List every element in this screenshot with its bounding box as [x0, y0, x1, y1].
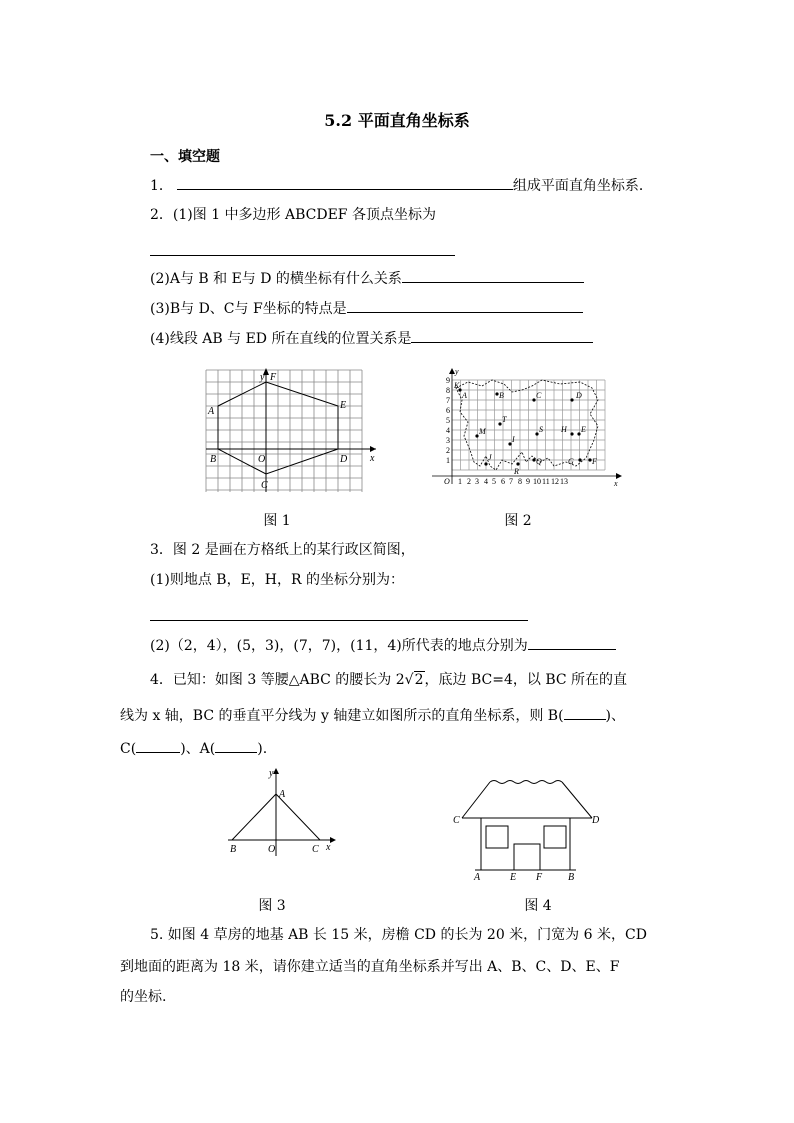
q4-sqrt-arg: 2 — [414, 672, 424, 688]
fig1-label-F: F — [270, 372, 277, 383]
fig2-xtick-10: 10 — [533, 477, 541, 486]
fig2-point-B: B — [499, 391, 504, 400]
q2-line-4 — [150, 328, 593, 349]
fig2-point-H: H — [561, 425, 567, 434]
q2-line-2-text: (2)A与 B 和 E与 D 的横坐标有什么关系 — [150, 271, 402, 287]
fig2-ytick-1: 1 — [446, 456, 450, 465]
fig1-caption: 图 1 — [263, 513, 291, 529]
figure-1 — [200, 366, 386, 496]
q4-a-blank[interactable] — [215, 738, 257, 753]
fig2-xtick-1: 1 — [458, 477, 462, 486]
fig2-ytick-3: 3 — [446, 436, 450, 445]
section-heading: 一、填空题 — [150, 149, 220, 165]
fig2-ytick-4: 4 — [446, 426, 450, 435]
fig2-xtick-9: 9 — [526, 477, 530, 486]
fig2-xtick-2: 2 — [467, 477, 471, 486]
fig2-point-E: E — [581, 425, 586, 434]
fig2-xtick-4: 4 — [484, 477, 488, 486]
fig2-point-J: J — [488, 453, 492, 462]
fig2-ytick-2: 2 — [446, 446, 450, 455]
q5-line-1: 5. 如图 4 草房的地基 AB 长 15 米，房檐 CD 的长为 20 米，门宽为 6 米，CD — [150, 927, 647, 943]
fig2-origin: O — [444, 477, 450, 486]
q4-line-3 — [120, 738, 267, 759]
fig4-label-C: C — [453, 815, 460, 826]
q2-blank-4[interactable] — [411, 328, 593, 343]
fig4-label-F: F — [536, 872, 543, 883]
q4-c-close: )、 — [180, 741, 200, 757]
fig2-point-I: I — [512, 435, 515, 444]
q5-line-2: 到地面的距离为 18 米，请你建立适当的直角坐标系并写出 A、B、C、D、E、F — [120, 959, 620, 975]
fig3-label-C: C — [312, 844, 319, 855]
figure-4 — [450, 772, 606, 884]
fig2-ytick-8: 8 — [446, 386, 450, 395]
fig2-ytick-6: 6 — [446, 406, 450, 415]
q2-line-4-text: (4)线段 AB 与 ED 所在直线的位置关系是 — [150, 331, 412, 347]
q4-part-1: 4．已知：如图 3 等腰△ABC 的腰长为 2 — [150, 672, 405, 688]
q3-line-2: (1)则地点 B，E，H，R 的坐标分别为： — [150, 572, 404, 588]
fig2-point-A: A — [462, 391, 467, 400]
fig2-caption: 图 2 — [504, 513, 532, 529]
fig1-label-O: O — [258, 454, 266, 465]
fig2-xtick-3: 3 — [475, 477, 479, 486]
fig2-xtick-11: 11 — [542, 477, 550, 486]
q2-line-3 — [150, 298, 583, 319]
fig3-label-O: O — [268, 844, 276, 855]
fig1-label-A: A — [208, 406, 215, 417]
q2-blank-2[interactable] — [402, 268, 584, 283]
fig2-point-C: C — [536, 391, 542, 400]
fig2-x-axis: x — [614, 479, 618, 488]
fig2-y-axis: y — [455, 367, 459, 376]
fig1-label-E: E — [340, 400, 347, 411]
q2-line-3-text: (3)B与 D、C与 F坐标的特点是 — [150, 301, 347, 317]
fig2-point-M: M — [479, 427, 486, 436]
fig2-point-G: G — [568, 457, 574, 466]
fig2-xtick-8: 8 — [518, 477, 522, 486]
fig1-label-B: B — [210, 454, 217, 465]
fig4-label-A: A — [474, 872, 481, 883]
q1-blank[interactable] — [177, 175, 513, 190]
q5-line-3: 的坐标. — [120, 989, 167, 1005]
fig4-label-D: D — [592, 815, 600, 826]
q3-blank-1[interactable] — [150, 620, 528, 621]
fig2-point-D: D — [576, 391, 582, 400]
fig4-label-B: B — [568, 872, 575, 883]
fig2-xtick-12: 12 — [551, 477, 559, 486]
fig2-ytick-7: 7 — [446, 396, 450, 405]
q2-blank-1[interactable] — [150, 255, 455, 256]
q2-blank-3[interactable] — [347, 298, 583, 313]
fig2-xtick-13: 13 — [560, 477, 568, 486]
q3-line-1: 3．图 2 是画在方格纸上的某行政区简图， — [150, 542, 415, 558]
figure-3 — [224, 764, 340, 860]
page-title: 5.2 平面直角坐标系 — [324, 111, 470, 130]
q4-line-1 — [150, 670, 627, 690]
fig2-xtick-6: 6 — [501, 477, 505, 486]
q4-line-2-text: 线为 x 轴，BC 的垂直平分线为 y 轴建立如图所示的直角坐标系，则 — [120, 708, 544, 724]
fig3-label-A: A — [279, 789, 286, 800]
q3-line-3 — [150, 635, 616, 656]
fig3-caption: 图 3 — [258, 898, 286, 914]
fig3-label-B: B — [230, 844, 237, 855]
question-1 — [150, 175, 653, 196]
q2-line-2 — [150, 268, 584, 289]
fig3-label-y: y — [269, 768, 274, 779]
fig1-label-x: x — [370, 453, 375, 464]
q4-a-close: ). — [257, 741, 268, 757]
q4-c-label: C( — [120, 741, 137, 757]
fig2-point-T: T — [502, 415, 507, 424]
sqrt-symbol: √2 — [404, 672, 424, 688]
q4-c-blank[interactable] — [136, 738, 180, 753]
fig2-point-K: K — [454, 381, 460, 390]
q4-b-label: B( — [547, 708, 564, 724]
fig2-xtick-7: 7 — [509, 477, 513, 486]
q4-b-close: )、 — [605, 708, 625, 724]
fig1-label-y: y — [260, 372, 265, 383]
fig4-caption: 图 4 — [524, 898, 552, 914]
fig3-label-x: x — [326, 842, 331, 853]
fig2-point-F: F — [592, 457, 597, 466]
fig2-xtick-5: 5 — [492, 477, 496, 486]
fig2-point-S: S — [539, 425, 543, 434]
q1-suffix: 组成平面直角坐标系． — [512, 178, 653, 194]
fig2-ytick-5: 5 — [446, 416, 450, 425]
q4-a-label: A( — [199, 741, 216, 757]
q3-blank-2[interactable] — [528, 635, 616, 650]
fig1-label-C: C — [261, 480, 268, 491]
fig4-label-E: E — [510, 872, 517, 883]
fig2-ytick-9: 9 — [446, 376, 450, 385]
q4-b-blank[interactable] — [564, 705, 606, 720]
fig2-point-Q: Q — [536, 457, 542, 466]
q1-number: 1． — [150, 178, 173, 194]
fig1-label-D: D — [340, 454, 348, 465]
fig2-point-R: R — [514, 467, 519, 476]
figure-2 — [430, 366, 626, 490]
q3-line-3-text: (2)（2，4），(5，3)，(7，7)，(11，4)所代表的地点分别为 — [150, 638, 528, 654]
q2-line-1: 2．(1)图 1 中多边形 ABCDEF 各顶点坐标为 — [150, 207, 436, 223]
q4-part-2: ，底边 BC=4，以 BC 所在的直 — [424, 672, 628, 688]
q4-line-2 — [120, 705, 625, 726]
